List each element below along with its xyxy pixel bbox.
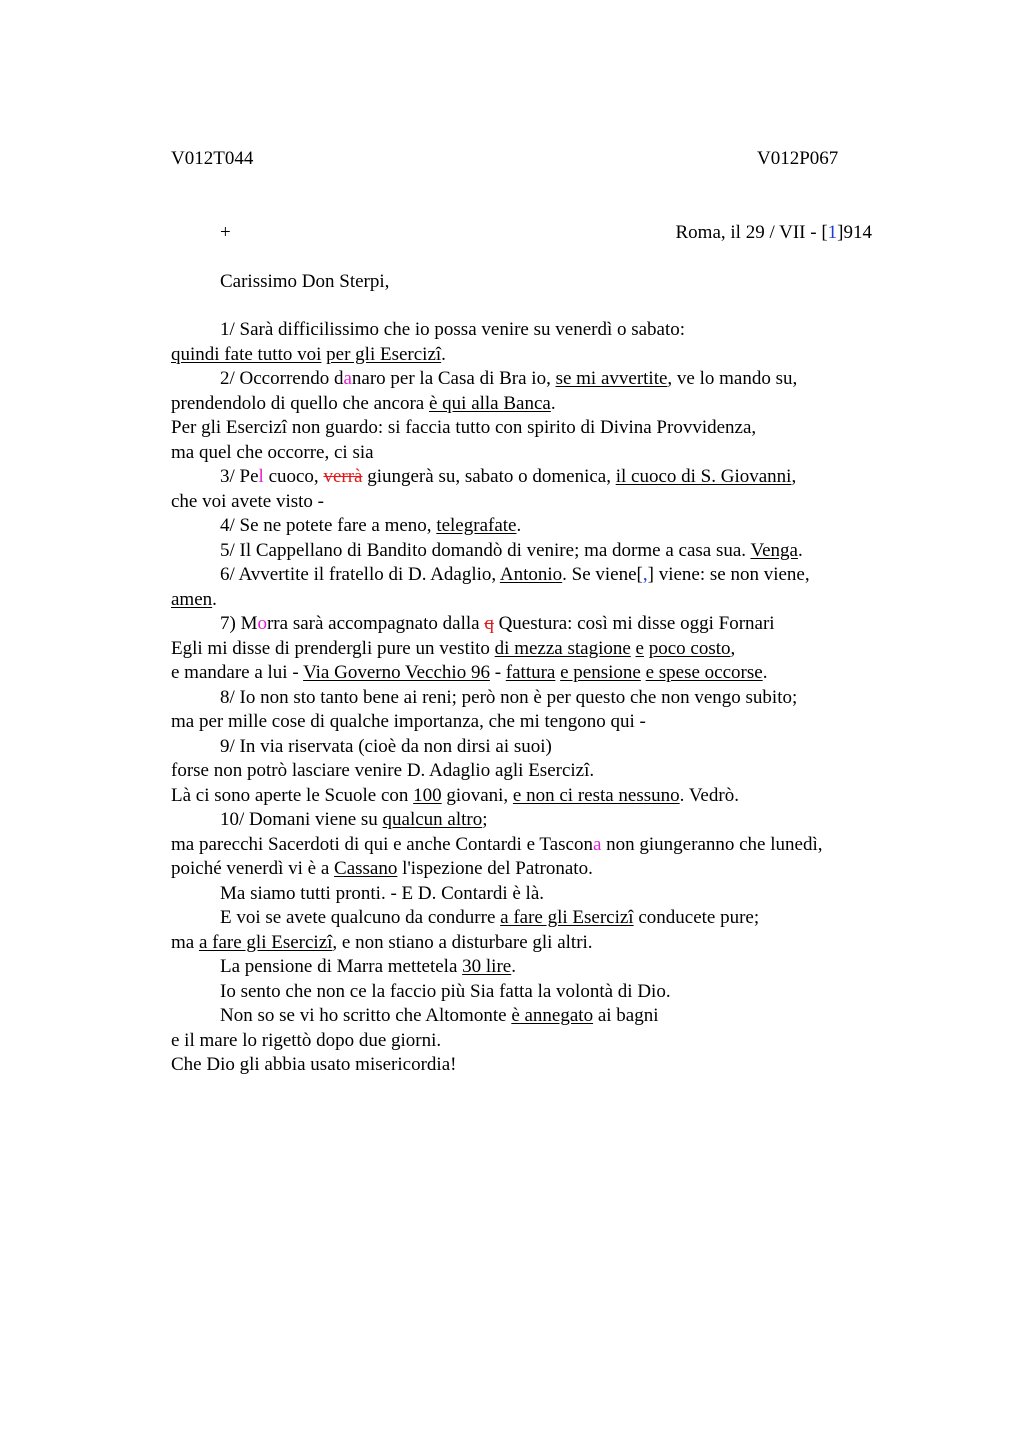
line-text: Per gli Esercizî non guardo: si faccia tutto con spirito di Divina Provvidenza, <box>171 417 757 438</box>
line-text: prendendolo di quello che ancora <box>171 392 429 414</box>
line-text: e il mare lo rigettò dopo due giorni. <box>171 1029 442 1051</box>
underlined-text: 100 <box>413 784 442 806</box>
cross-symbol: + <box>220 222 231 243</box>
letter-line <box>171 514 891 539</box>
letter-line <box>171 735 891 760</box>
letter-line <box>171 367 891 392</box>
letter-line <box>171 980 891 1005</box>
underlined-text: poco costo <box>648 637 731 659</box>
underlined-text: a fare gli Esercizî <box>500 907 634 928</box>
line-text: che voi avete visto - <box>171 490 325 512</box>
letter-line <box>171 759 891 784</box>
line-text: 3/ Pe <box>220 466 259 487</box>
letter-line <box>171 416 891 441</box>
line-text: ] viene: se non viene, <box>647 564 810 585</box>
line-text: . <box>550 392 556 414</box>
letter-line <box>171 563 891 588</box>
line-text: E voi se avete qualcuno da condurre <box>220 907 501 928</box>
date-suffix: ]914 <box>837 222 872 243</box>
letter-line <box>171 1053 891 1078</box>
line-text: . <box>441 343 446 365</box>
editorial-insert: l <box>258 466 264 487</box>
line-text: , ve lo mando su, <box>667 368 798 389</box>
line-text: 10/ Domani viene su <box>220 809 383 830</box>
line-text: 4/ Se ne potete fare a meno, <box>220 515 437 536</box>
letter-line <box>171 833 891 858</box>
line-text: Questura: così mi disse oggi Fornari <box>493 613 775 634</box>
line-text: poiché venerdì vi è a <box>171 858 335 879</box>
line-text: ma <box>171 931 199 953</box>
line-text: Ma siamo tutti pronti. - E D. Contardi è là. <box>220 882 545 904</box>
letter-line <box>171 686 891 711</box>
line-text: , e non stiano a disturbare gli altri. <box>332 931 593 953</box>
editorial-insert: , <box>642 564 648 585</box>
letter-line <box>171 588 891 613</box>
underlined-text: Venga <box>750 539 798 561</box>
salutation: Carissimo Don Sterpi, <box>220 271 390 292</box>
line-text: giovani, <box>441 784 513 806</box>
letter-line <box>171 441 891 466</box>
letter-line <box>171 857 891 882</box>
editorial-insert: a <box>343 368 352 389</box>
line-text: . <box>762 662 768 683</box>
deleted-text: q <box>484 613 494 634</box>
underlined-text: fattura <box>505 662 556 683</box>
line-text: . Se viene[ <box>562 564 643 585</box>
letter-line <box>171 318 891 343</box>
underlined-text: a fare gli Esercizî <box>198 931 333 953</box>
line-text: - <box>489 662 506 683</box>
line-text: naro per la Casa di Bra io, <box>351 368 556 389</box>
letter-line <box>171 1029 891 1054</box>
line-text: Egli mi disse di prendergli pure un vestito <box>171 637 495 659</box>
line-text: giungerà su, sabato o domenica, <box>362 466 616 487</box>
line-text: 8/ Io non sto tanto bene ai reni; però non è per questo che non vengo subito; <box>220 686 798 708</box>
underlined-text: Antonio <box>499 564 563 585</box>
line-text: Che Dio gli abbia usato misericordia! <box>171 1054 457 1075</box>
letter-line <box>171 612 891 637</box>
letter-line <box>171 343 891 368</box>
letter-date <box>676 221 873 245</box>
letter-line <box>171 465 891 490</box>
line-text: ; <box>482 809 488 830</box>
letter-line <box>171 808 891 833</box>
underlined-text: e pensione <box>560 662 641 683</box>
underlined-text: 30 lire <box>462 956 512 977</box>
deleted-text: verrà <box>323 466 363 487</box>
letter-line <box>171 539 891 564</box>
underlined-text: Via Governo Vecchio 96 <box>303 662 490 683</box>
letter-line <box>171 906 891 931</box>
letter-line <box>171 710 891 735</box>
line-text: 6/ Avvertite il fratello di D. Adaglio, <box>220 564 500 585</box>
line-text: , <box>730 637 736 659</box>
line-text: 1/ Sarà difficilissimo che io possa venire su venerdì o sabato: <box>220 319 686 340</box>
line-text: 7) M <box>220 613 258 634</box>
line-text: rra sarà accompagnato dalla <box>266 613 485 634</box>
line-text: cuoco, <box>263 466 324 487</box>
line-text: . <box>511 956 516 977</box>
editorial-insert: a <box>592 833 602 855</box>
underlined-text: e <box>635 637 644 659</box>
underlined-text: di mezza stagione <box>494 637 631 659</box>
underlined-text: è annegato <box>511 1005 594 1026</box>
line-text: 9/ In via riservata (cioè da non dirsi ai suoi) <box>220 735 552 757</box>
underlined-text: Cassano <box>334 858 398 879</box>
line-text: e mandare a lui - <box>171 662 304 683</box>
line-text: ma per mille cose di qualche importanza, che mi tengono qui - <box>171 711 646 732</box>
underlined-text: per gli Esercizî <box>326 343 442 365</box>
underlined-text: il cuoco di S. Giovanni <box>615 466 792 487</box>
line-text: ma parecchi Sacerdoti di qui e anche Contardi e Tascon <box>171 833 593 855</box>
letter-line <box>171 490 891 515</box>
letter-line <box>171 931 891 956</box>
line-text: , <box>791 466 797 487</box>
letter-line <box>171 784 891 809</box>
line-text: Io sento che non ce la faccio più Sia fatta la volontà di Dio. <box>220 980 671 1002</box>
date-editorial-insert: 1 <box>827 222 838 243</box>
letter-body <box>171 318 891 1078</box>
letter-line <box>171 1004 891 1029</box>
line-text: forse non potrò lasciare venire D. Adaglio agli Esercizî. <box>171 760 595 781</box>
letter-line <box>171 882 891 907</box>
line-text: non giungeranno che lunedì, <box>601 833 823 855</box>
underlined-text: qualcun altro <box>382 809 483 830</box>
document-code-left: V012T044 <box>171 148 254 169</box>
line-text: . <box>797 539 803 561</box>
underlined-text: amen <box>171 588 213 610</box>
line-text: . Vedrò. <box>679 784 739 806</box>
underlined-text: e spese occorse <box>645 662 763 683</box>
underlined-text: se mi avvertite <box>555 368 668 389</box>
underlined-text: telegrafate <box>436 515 517 536</box>
line-text: Là ci sono aperte le Scuole con <box>171 784 414 806</box>
line-text: ma quel che occorre, ci sia <box>171 441 374 463</box>
line-text: l'ispezione del Patronato. <box>397 858 593 879</box>
date-prefix: Roma, il 29 / VII - [ <box>675 222 828 243</box>
line-text: conducete pure; <box>633 907 760 928</box>
line-text: 5/ Il Cappellano di Bandito domandò di venire; ma dorme a casa sua. <box>220 539 751 561</box>
letter-line <box>171 637 891 662</box>
underlined-text: quindi fate tutto voi <box>171 343 322 365</box>
line-text: ai bagni <box>593 1005 659 1026</box>
editorial-insert: o <box>257 613 267 634</box>
line-text: 2/ Occorrendo d <box>220 368 344 389</box>
document-code-right: V012P067 <box>757 148 839 169</box>
letter-line <box>171 661 891 686</box>
line-text: Non so se vi ho scritto che Altomonte <box>220 1005 512 1026</box>
letter-line <box>171 955 891 980</box>
line-text: La pensione di Marra mettetela <box>220 956 463 977</box>
line-text: . <box>516 515 522 536</box>
letter-line <box>171 392 891 417</box>
line-text: . <box>212 588 217 610</box>
underlined-text: e non ci resta nessuno <box>512 784 680 806</box>
underlined-text: è qui alla Banca <box>428 392 551 414</box>
